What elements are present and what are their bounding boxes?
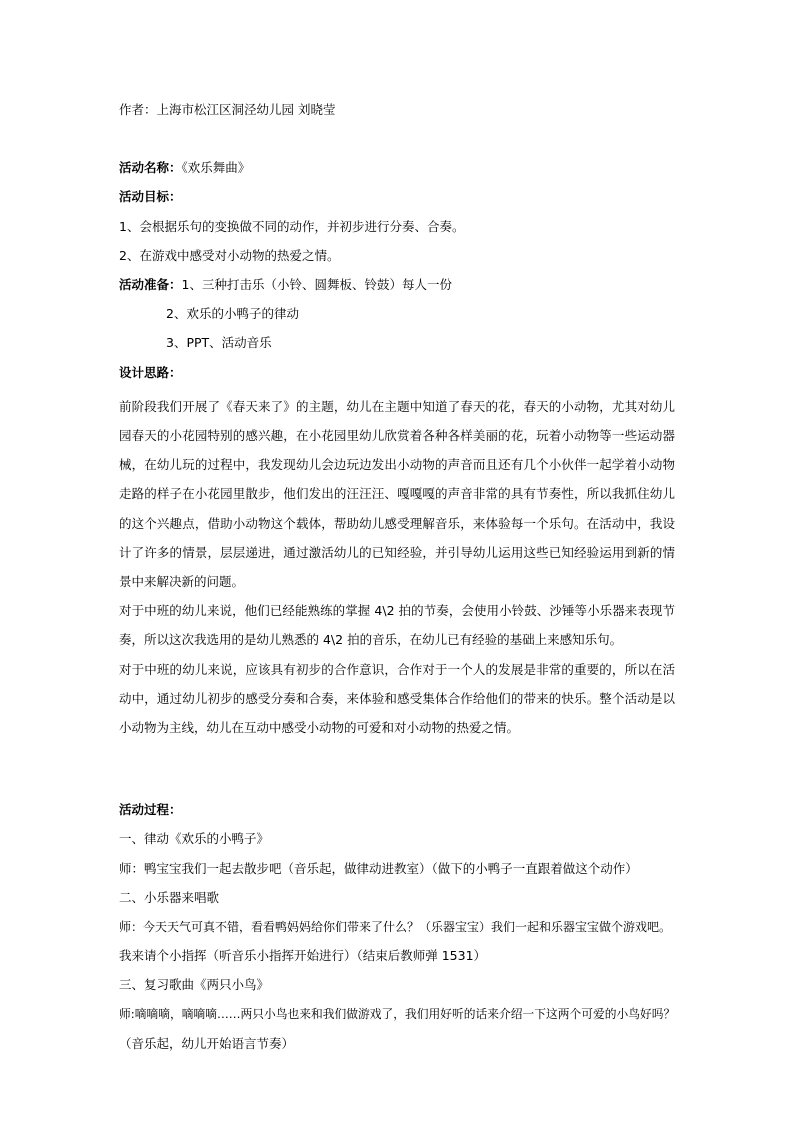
process-line-8: （音乐起，幼儿开始语言节奏）	[119, 1035, 295, 1051]
activity-name-value: 《欢乐舞曲》	[181, 160, 251, 176]
activity-name-line	[119, 158, 675, 178]
document-body	[119, 100, 675, 1063]
design-heading: 设计思路：	[119, 364, 182, 380]
design-paragraph-2: 对于中班的幼儿来说，他们已经能熟练的掌握 4\2 拍的节奏，会使用小铃鼓、沙锤等小乐器来表现节奏，所以这次我选用的是幼儿熟悉的 4\2 拍的音乐，在幼儿已有经验的基础上来感知乐句。	[119, 603, 675, 648]
author-value: 上海市松江区洞泾幼儿园 刘晓莹	[156, 102, 336, 117]
author-line	[119, 100, 675, 120]
process-heading: 活动过程：	[119, 802, 182, 818]
preparation-line	[119, 275, 675, 295]
design-paragraph-1: 前阶段我们开展了《春天来了》的主题，幼儿在主题中知道了春天的花，春天的小动物，尤其对幼儿园春天的小花园特别的感兴趣，在小花园里幼儿欣赏着各种各样美丽的花，玩着小动物等一些运动器械，在幼儿玩的过程中，我发现幼儿会边玩边发出小动物的声音而且还有几个小伙伴一起学着小动物走路的样子在小花园里散步，他们发出的汪汪汪、嘎嘎嘎的声音非常的具有节奏性，所以我抓住幼儿的这个兴趣点，借助小动物这个载体，帮助幼儿感受理解音乐，来体验每一个乐句。在活动中，我设计了许多的情景，层层递进，通过激活幼儿的已知经验，并引导幼儿运用这些已知经验运用到新的情景中来解决新的问题。	[119, 398, 675, 589]
process-line-6: 三、复习歌曲《两只小鸟》	[119, 977, 270, 993]
spacer	[119, 742, 675, 800]
process-line-1: 一、律动《欢乐的小鸭子》	[119, 831, 270, 847]
preparation-item-3: 3、PPT、活动音乐	[166, 335, 272, 351]
goal-item-2: 2、在游戏中感受对小动物的热爱之情。	[119, 247, 340, 263]
process-line-7: 师:嘀嘀嘀，嘀嘀嘀……两只小鸟也来和我们做游戏了，我们用好听的话来介绍一下这两个可爱的小鸟好吗？	[119, 1007, 676, 1022]
goals-heading: 活动目标：	[119, 189, 182, 205]
process-line-3: 二、小乐器来唱歌	[119, 889, 220, 905]
process-line-4: 师：今天天气可真不错，看看鸭妈妈给你们带来了什么？（乐器宝宝）我们一起和乐器宝宝做个游戏吧。	[119, 919, 672, 934]
spacer	[119, 129, 675, 158]
preparation-label: 活动准备：	[119, 276, 182, 292]
preparation-item-2: 2、欢乐的小鸭子的律动	[166, 306, 299, 322]
process-line-5: 我来请个小指挥（听音乐小指挥开始进行）（结束后教师弹 1531）	[119, 948, 487, 964]
process-line-2: 师：鸭宝宝我们一起去散步吧（音乐起，做律动进教室）（做下的小鸭子一直跟着做这个动作）	[119, 860, 638, 876]
activity-name-label: 活动名称：	[119, 160, 182, 176]
design-paragraph-3: 对于中班的幼儿来说，应该具有初步的合作意识，合作对于一个人的发展是非常的重要的，所以在活动中，通过幼儿初步的感受分奏和合奏，来体验和感受集体合作给他们的带来的快乐。整个活动是以小动物为主线，幼儿在互动中感受小动物的可爱和对小动物的热爱之情。	[119, 661, 675, 735]
preparation-item-1: 1、三种打击乐（小铃、圆舞板、铃鼓）每人一份	[181, 276, 452, 292]
goal-item-1: 1、会根据乐句的变换做不同的动作，并初步进行分奏、合奏。	[119, 218, 465, 234]
author-label: 作者：	[119, 102, 157, 117]
